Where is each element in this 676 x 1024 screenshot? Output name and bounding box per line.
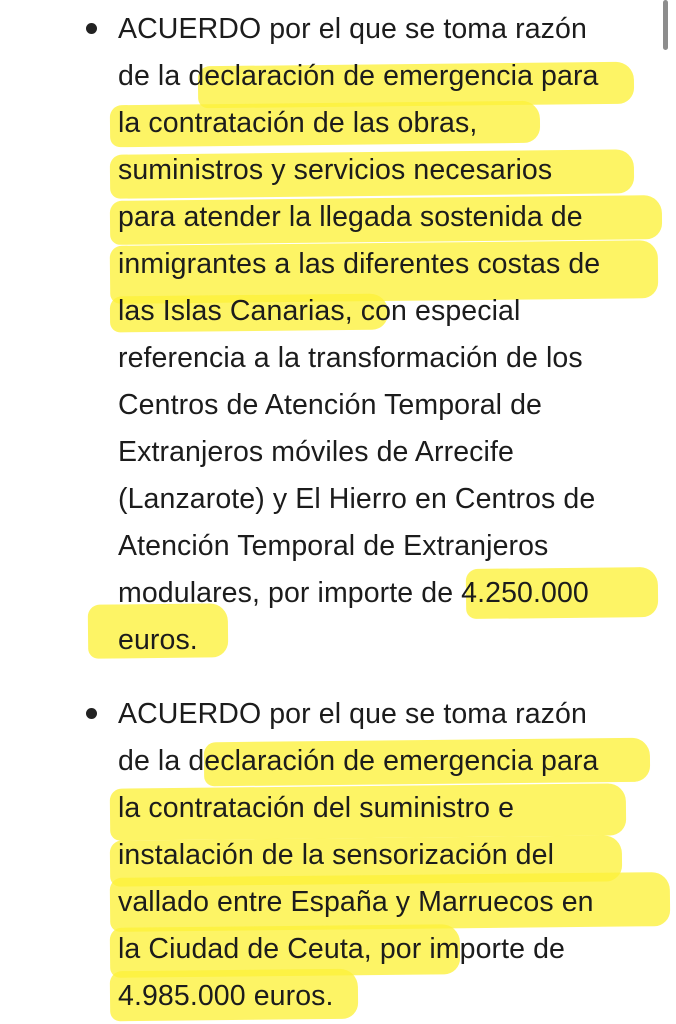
text-line: vallado entre España y Marruecos en (118, 886, 594, 918)
text-line: la contratación de las obras, (118, 107, 478, 139)
text-line: (Lanzarote) y El Hierro en Centros de (118, 483, 596, 515)
bullet-icon (86, 708, 97, 719)
bullet-icon (86, 23, 97, 34)
text-line: inmigrantes a las diferentes costas de (118, 248, 601, 280)
text-line: ACUERDO por el que se toma razón (118, 13, 587, 45)
text-line: 4.985.000 euros. (118, 980, 334, 1012)
text-line: Extranjeros móviles de Arrecife (118, 436, 514, 468)
text-line: Centros de Atención Temporal de (118, 389, 543, 421)
text-line: la Ciudad de Ceuta, por importe de (118, 933, 566, 965)
scrollbar-thumb[interactable] (663, 0, 668, 50)
text-line: ACUERDO por el que se toma razón (118, 698, 587, 730)
text-line: referencia a la transformación de los (118, 342, 583, 374)
text-line: Atención Temporal de Extranjeros (118, 530, 549, 562)
text-line: las Islas Canarias, con especial (118, 295, 521, 327)
text-line: para atender la llegada sostenida de (118, 201, 583, 233)
text-line: de la declaración de emergencia para (118, 60, 599, 92)
text-line: la contratación del suministro e (118, 792, 515, 824)
text-line: suministros y servicios necesarios (118, 154, 553, 186)
text-line: modulares, por importe de 4.250.000 (118, 577, 589, 609)
text-line: euros. (118, 624, 198, 656)
text-line: instalación de la sensorización del (118, 839, 555, 871)
text-line: de la declaración de emergencia para (118, 745, 599, 777)
